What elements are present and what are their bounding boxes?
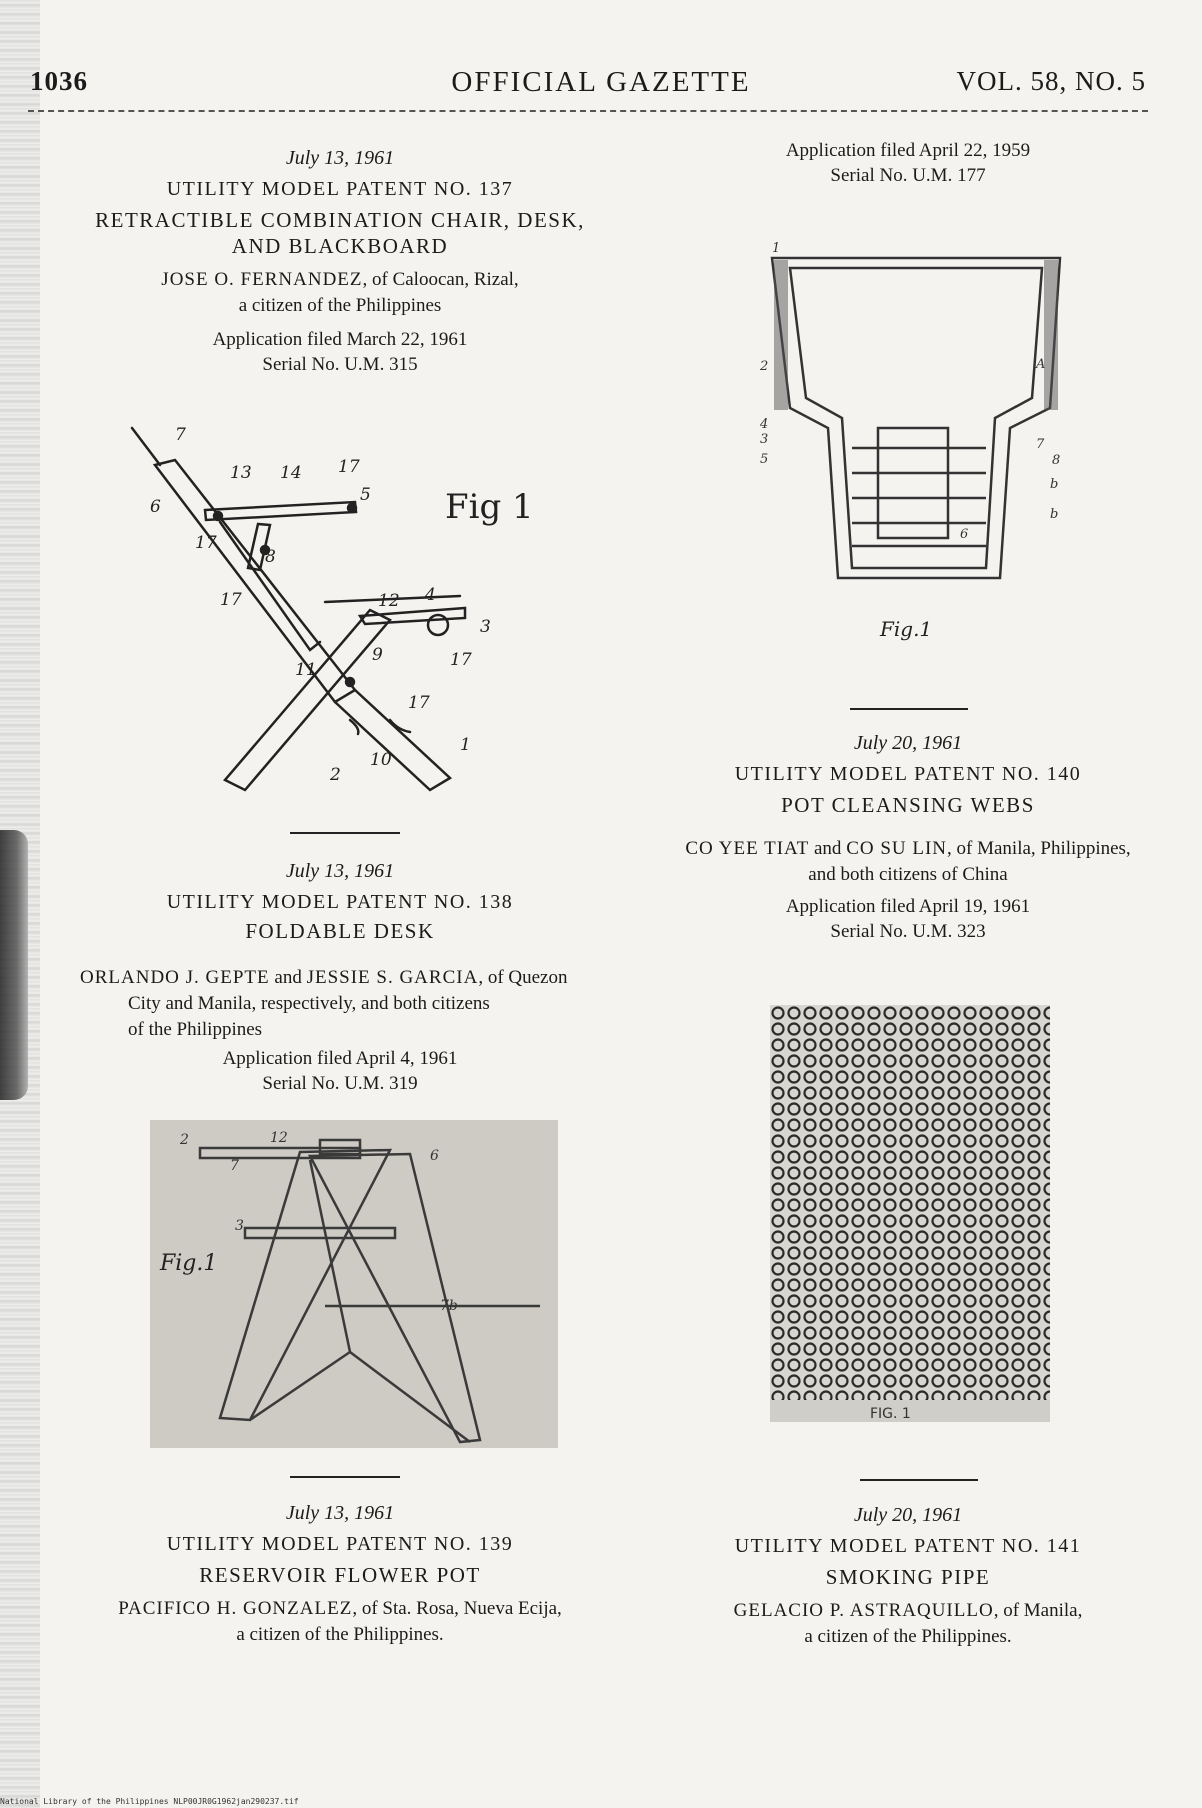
svg-text:5: 5 bbox=[360, 485, 371, 505]
patent-number: UTILITY MODEL PATENT NO. 138 bbox=[166, 891, 514, 913]
patent-date: July 20, 1961 bbox=[853, 732, 963, 754]
patent-139-entry bbox=[50, 1500, 630, 1648]
svg-text:A: A bbox=[1036, 357, 1046, 372]
inventor-citizenship: a citizen of the Philippines. bbox=[804, 1626, 1012, 1647]
inventor-line bbox=[628, 1598, 1188, 1624]
page-number: 1036 bbox=[30, 66, 88, 96]
svg-text:11: 11 bbox=[295, 660, 317, 680]
foldable-desk-photo bbox=[150, 1120, 558, 1448]
inventor-line bbox=[80, 965, 640, 991]
application-filed: Application filed April 4, 1961 bbox=[222, 1048, 458, 1069]
svg-text:8: 8 bbox=[1052, 453, 1061, 468]
svg-text:17: 17 bbox=[450, 650, 472, 670]
header-rule bbox=[28, 110, 1148, 112]
inventor-name: ORLANDO J. GEPTE bbox=[80, 967, 270, 988]
svg-text:b: b bbox=[1050, 477, 1059, 492]
svg-text:17: 17 bbox=[195, 533, 217, 553]
svg-text:3: 3 bbox=[235, 1218, 244, 1234]
patent-138-application bbox=[50, 1046, 630, 1096]
inventor-name: PACIFICO H. GONZALEZ bbox=[118, 1598, 353, 1619]
inventor-and: and bbox=[809, 838, 847, 859]
patent-number: UTILITY MODEL PATENT NO. 137 bbox=[166, 178, 514, 200]
patent-number: UTILITY MODEL PATENT NO. 139 bbox=[166, 1533, 514, 1555]
svg-text:3: 3 bbox=[760, 432, 769, 447]
patent-title: FOLDABLE DESK bbox=[245, 919, 435, 943]
svg-text:7: 7 bbox=[230, 1158, 239, 1174]
inventor-place: , of Quezon bbox=[478, 967, 568, 988]
svg-text:6: 6 bbox=[960, 527, 969, 542]
patent-number: UTILITY MODEL PATENT NO. 140 bbox=[734, 763, 1082, 785]
section-divider bbox=[850, 708, 968, 710]
patent-title: RETRACTIBLE COMBINATION CHAIR, DESK, bbox=[95, 208, 585, 232]
serial-number: Serial No. U.M. 315 bbox=[262, 354, 418, 375]
section-divider bbox=[290, 832, 400, 834]
inventor-citizenship: of the Philippines bbox=[128, 1019, 263, 1040]
application-filed: Application filed April 19, 1961 bbox=[785, 896, 1031, 917]
chair-desk-figure bbox=[120, 420, 534, 800]
svg-text:b: b bbox=[1050, 507, 1059, 522]
volume-number: VOL. 58, NO. 5 bbox=[956, 66, 1146, 96]
svg-text:6: 6 bbox=[150, 497, 161, 517]
patent-140-application bbox=[628, 894, 1188, 944]
patent-date: July 13, 1961 bbox=[285, 860, 395, 882]
binding-shadow bbox=[0, 830, 28, 1100]
svg-text:3: 3 bbox=[480, 617, 491, 637]
svg-text:2: 2 bbox=[760, 359, 769, 374]
inventor-citizenship: and both citizens of China bbox=[808, 864, 1008, 885]
scan-footer: National Library of the Philippines NLP00JR0G1962jan290237.tif bbox=[0, 1797, 299, 1806]
patent-138-entry bbox=[50, 858, 630, 944]
svg-text:13: 13 bbox=[230, 463, 252, 483]
svg-text:10: 10 bbox=[370, 750, 392, 770]
svg-text:4: 4 bbox=[760, 417, 769, 432]
figure-label: Fig.1 bbox=[880, 617, 933, 641]
svg-text:14: 14 bbox=[280, 463, 302, 483]
patent-number: UTILITY MODEL PATENT NO. 141 bbox=[734, 1535, 1082, 1557]
serial-number: Serial No. U.M. 177 bbox=[830, 165, 986, 186]
svg-text:9: 9 bbox=[372, 645, 383, 665]
svg-text:1: 1 bbox=[772, 241, 781, 256]
svg-text:2: 2 bbox=[180, 1132, 189, 1148]
inventor-cont: City and Manila, respectively, and both citizens bbox=[128, 993, 490, 1014]
section-divider bbox=[290, 1476, 400, 1478]
svg-text:12: 12 bbox=[270, 1130, 288, 1146]
patent-date: July 13, 1961 bbox=[285, 147, 395, 169]
section-divider bbox=[860, 1479, 978, 1481]
inventor-place: , of Manila, bbox=[993, 1600, 1083, 1621]
svg-text:17: 17 bbox=[338, 457, 360, 477]
svg-text:6: 6 bbox=[430, 1148, 439, 1164]
svg-text:7: 7 bbox=[175, 425, 186, 445]
serial-number: Serial No. U.M. 319 bbox=[262, 1073, 418, 1094]
svg-text:8: 8 bbox=[265, 547, 276, 567]
patent-title: RESERVOIR FLOWER POT bbox=[199, 1563, 481, 1587]
inventor-citizenship: a citizen of the Philippines. bbox=[236, 1624, 444, 1645]
inventor-and: and bbox=[269, 967, 307, 988]
application-filed: Application filed April 22, 1959 bbox=[785, 140, 1031, 161]
patent-date: July 20, 1961 bbox=[853, 1504, 963, 1526]
figure-label: FIG. 1 bbox=[870, 1406, 911, 1422]
patent-138-inventors bbox=[80, 965, 640, 1043]
publication-title: OFFICIAL GAZETTE bbox=[451, 66, 751, 98]
inventor-name: JOSE O. FERNANDEZ bbox=[161, 269, 363, 290]
patent-title-cont: AND BLACKBOARD bbox=[231, 234, 449, 258]
svg-text:17: 17 bbox=[220, 590, 242, 610]
figure-label: Fig.1 bbox=[160, 1251, 218, 1276]
patent-141-entry bbox=[628, 1502, 1188, 1650]
inventor-place: , of Manila, Philippines, bbox=[947, 838, 1131, 859]
svg-text:2: 2 bbox=[330, 765, 341, 785]
svg-text:17: 17 bbox=[408, 693, 430, 713]
inventor-place: , of Caloocan, Rizal, bbox=[362, 269, 519, 290]
patent-137-entry bbox=[50, 145, 630, 377]
svg-text:5: 5 bbox=[760, 452, 769, 467]
inventor-line bbox=[628, 836, 1188, 862]
inventor-name: GELACIO P. ASTRAQUILLO bbox=[733, 1600, 994, 1621]
application-filed: Application filed March 22, 1961 bbox=[212, 329, 468, 350]
svg-text:7b: 7b bbox=[440, 1298, 458, 1314]
inventor-line bbox=[50, 1596, 630, 1622]
inventor-citizenship: a citizen of the Philippines bbox=[238, 295, 442, 316]
patent-140-entry bbox=[628, 730, 1188, 818]
serial-number: Serial No. U.M. 323 bbox=[830, 921, 986, 942]
figure-label: Fig 1 bbox=[445, 487, 534, 527]
patent-date: July 13, 1961 bbox=[285, 1502, 395, 1524]
inventor-name: CO YEE TIAT bbox=[685, 838, 810, 859]
svg-text:12: 12 bbox=[378, 591, 400, 611]
patent-139-application bbox=[628, 138, 1188, 188]
svg-text:1: 1 bbox=[460, 735, 471, 755]
patent-140-inventors bbox=[628, 836, 1188, 888]
inventor-name-2: CO SU LIN bbox=[846, 838, 948, 859]
flower-pot-figure bbox=[760, 238, 1090, 658]
svg-text:7: 7 bbox=[1036, 437, 1045, 452]
svg-text:4: 4 bbox=[425, 585, 436, 605]
inventor-place: , of Sta. Rosa, Nueva Ecija, bbox=[352, 1598, 562, 1619]
inventor-line bbox=[50, 267, 630, 293]
patent-title: SMOKING PIPE bbox=[825, 1565, 991, 1589]
cleansing-web-figure bbox=[770, 1005, 1050, 1425]
inventor-name-2: JESSIE S. GARCIA bbox=[306, 967, 479, 988]
patent-title: POT CLEANSING WEBS bbox=[781, 793, 1035, 817]
